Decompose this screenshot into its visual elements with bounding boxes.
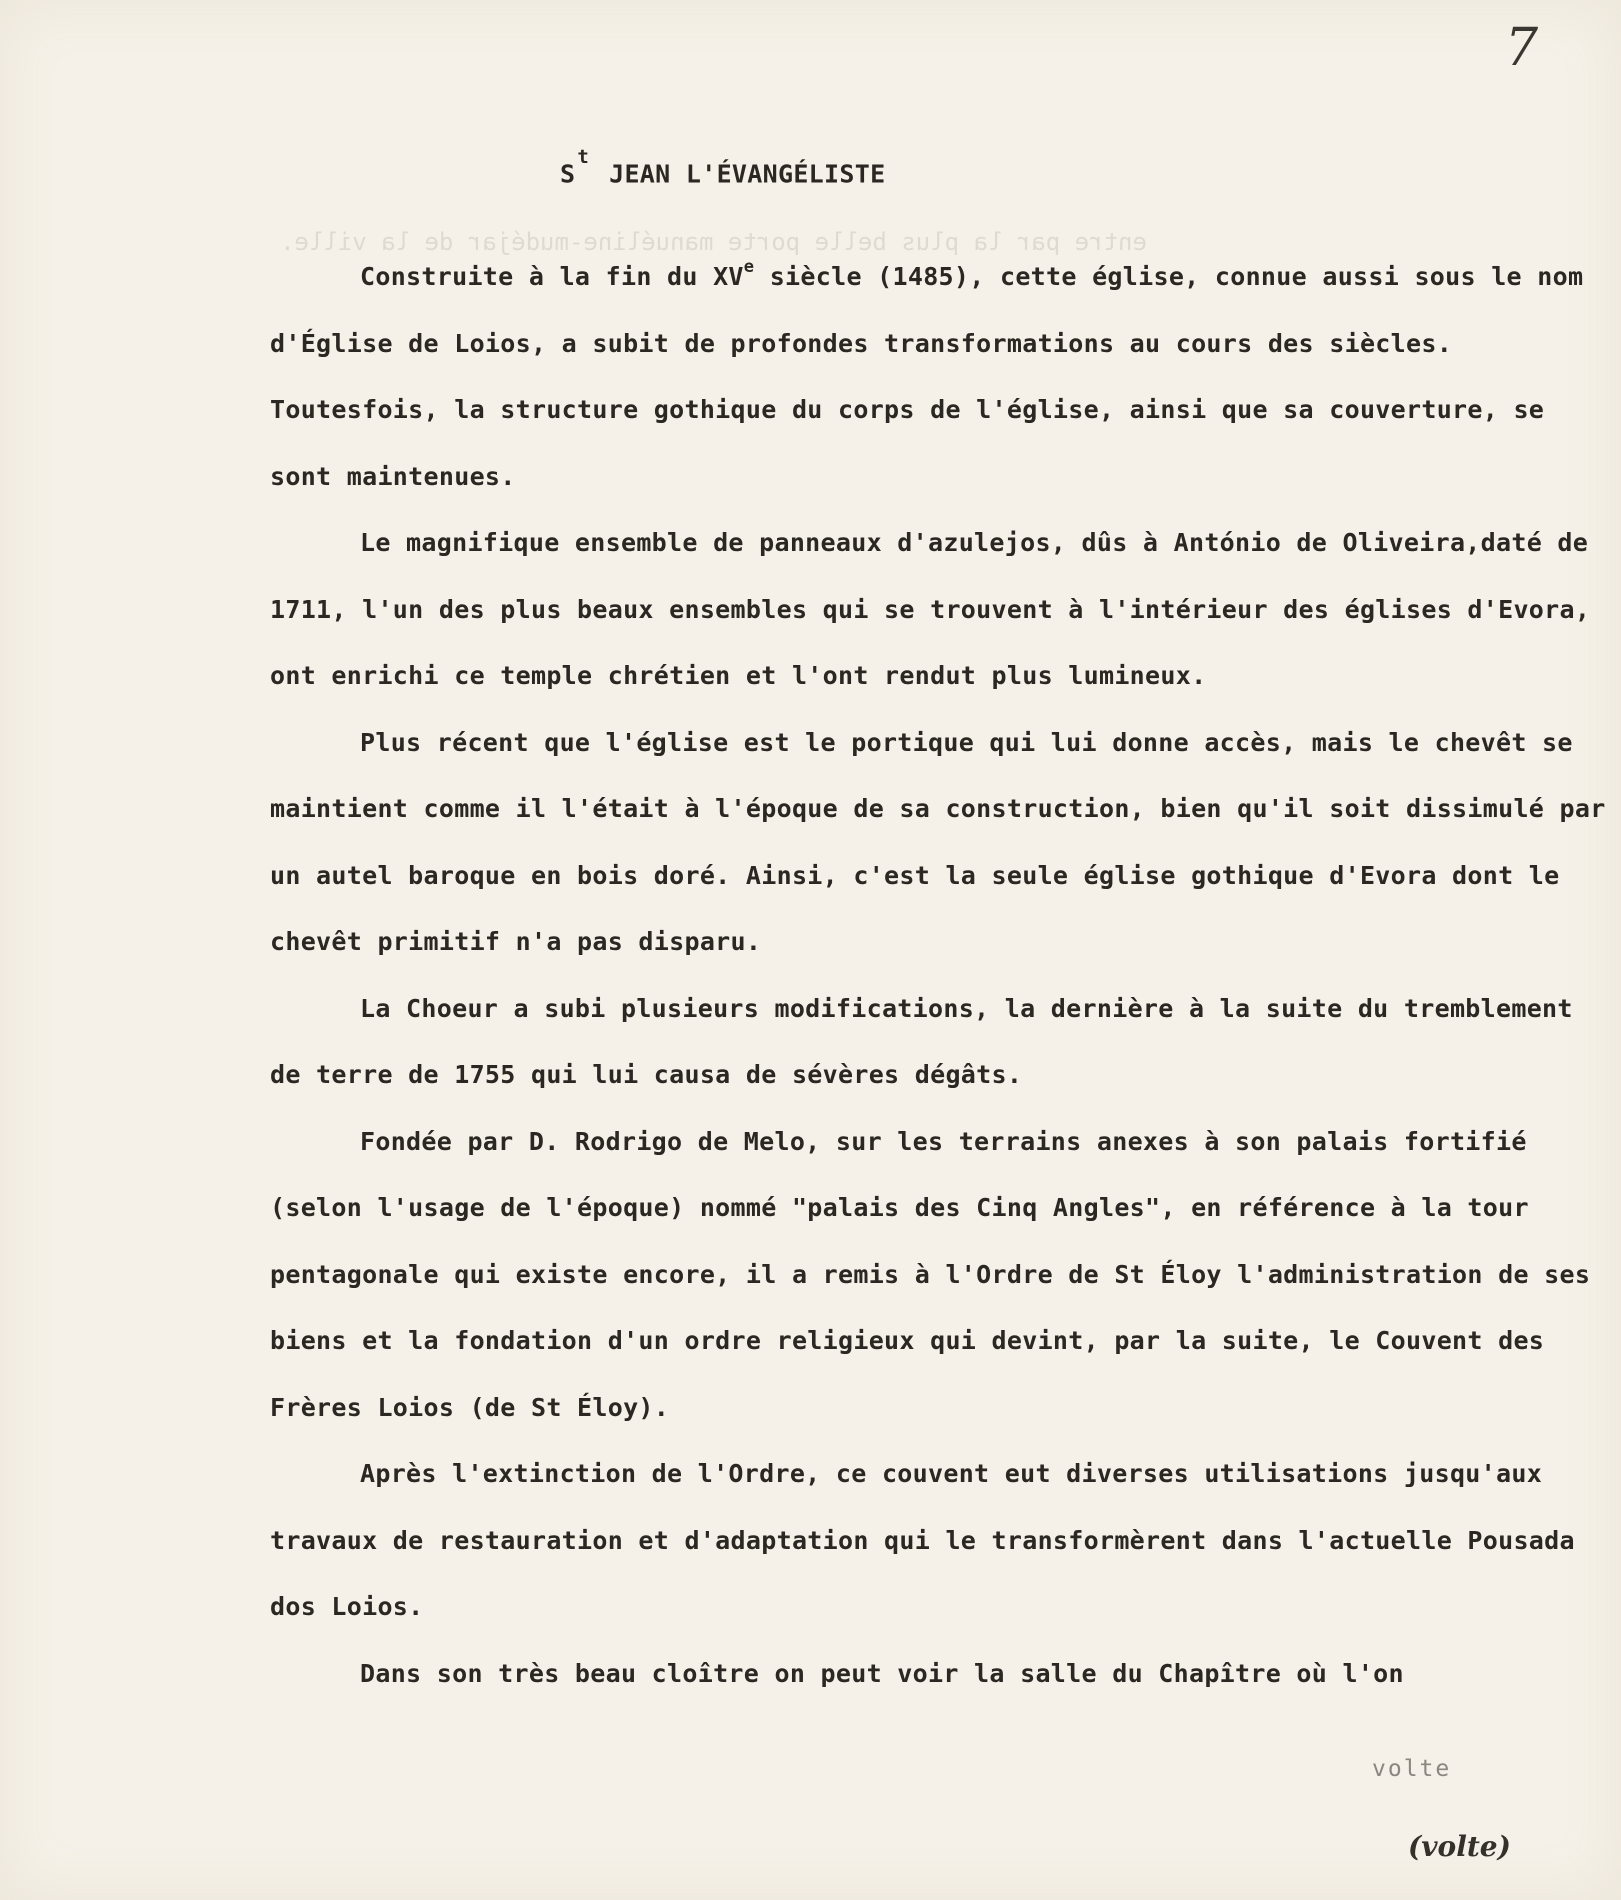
- title-prefix: S: [560, 159, 576, 189]
- page-number: 7: [1505, 18, 1539, 78]
- paragraph-1: [270, 244, 1610, 510]
- title-superscript: t: [577, 146, 590, 168]
- paragraph-3: Plus récent que l'église est le portique qui lui donne accès, mais le chevêt se maintient comme il l'était à l'époque de sa construction, bien qu'il soit dissimulé par un autel baroque en bois doré. Ainsi, c'est la seule église gothique d'Evora dont le chevêt primitif n'a pas disparu.: [270, 727, 1606, 956]
- paragraph-6: Après l'extinction de l'Ordre, ce couvent eut diverses utilisations jusqu'aux travaux de restauration et d'adaptation qui le transformèrent dans l'actuelle Pousada dos Loios.: [270, 1459, 1575, 1621]
- paragraph-1-superscript: e: [743, 256, 755, 277]
- document-title: [560, 146, 886, 189]
- paragraph-1-text-cont: siècle (1485), cette église, connue aussi sous le nom d'Église de Loios, a subit de profondes transformations au cours des siècles. Toutesfois, la structure gothique du corps de l'église, ainsi que sa couverture, se sont maintenues.: [270, 262, 1584, 491]
- title-main: JEAN L'ÉVANGÉLISTE: [609, 159, 886, 189]
- handwritten-note: (volte): [1408, 1830, 1511, 1863]
- bleed-through-text: entre par la plus belle porte manuéline-mudéjar de la ville.: [280, 228, 1147, 256]
- paragraph-1-text: Construite à la fin du XV: [360, 262, 744, 291]
- paragraph-2: Le magnifique ensemble de panneaux d'azulejos, dûs à António de Oliveira,daté de 1711, l'un des plus beaux ensembles qui se trouvent à l'intérieur des églises d'Evora, ont enrichi ce temple chrétien et l'ont rendut plus lumineux.: [270, 528, 1591, 690]
- document-body: [270, 244, 1610, 1707]
- paragraph-7: Dans son très beau cloître on peut voir la salle du Chapître où l'on: [360, 1658, 1404, 1688]
- paragraph-4: La Choeur a subi plusieurs modifications, la dernière à la suite du tremblement de terre de 1755 qui lui causa de sévères dégâts.: [270, 993, 1573, 1089]
- paragraph-5: Fondée par D. Rodrigo de Melo, sur les terrains anexes à son palais fortifié (selon l'usage de l'époque) nommé "palais des Cinq Angles", en référence à la tour pentagonale qui existe encore, il a remis à l'Ordre de St Éloy l'administration de ses biens et la fondation d'un ordre religieux qui devint, par la suite, le Couvent des Frères Loios (de St Éloy).: [270, 1126, 1591, 1422]
- margin-note: volte: [1372, 1756, 1452, 1782]
